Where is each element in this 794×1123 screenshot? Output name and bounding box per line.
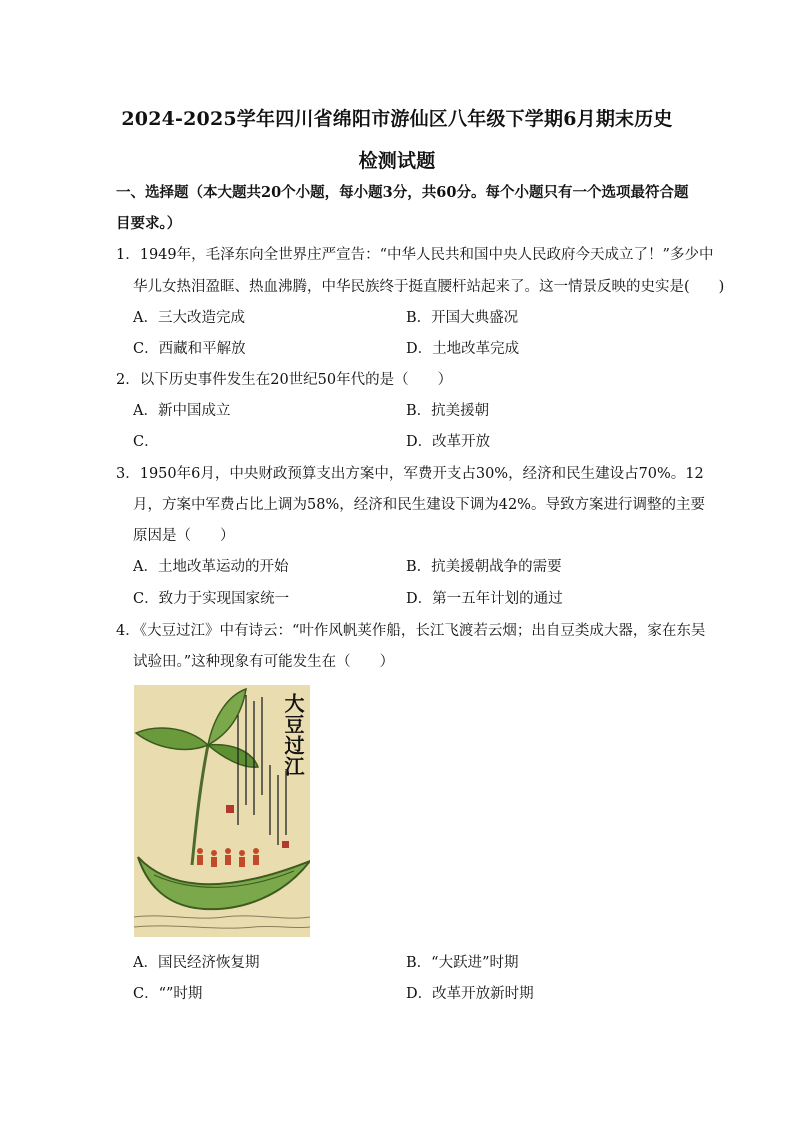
document-title-line2: 检测试题: [358, 150, 436, 172]
question-2-line1: 2．以下历史事件发生在20世纪50年代的是（ ）: [116, 372, 453, 388]
question-1-option-c[interactable]: C．西藏和平解放: [133, 341, 246, 357]
question-4-option-b[interactable]: B．“大跃进”时期: [406, 955, 519, 971]
question-3-option-b[interactable]: B．抗美援朝战争的需要: [406, 559, 562, 575]
question-4-option-d[interactable]: D．改革开放新时期: [406, 986, 534, 1002]
question-2-option-c[interactable]: C．: [133, 434, 159, 450]
question-1-option-a[interactable]: A．三大改造完成: [133, 310, 245, 326]
section-heading-line2: 目要求。）: [116, 215, 182, 232]
question-4-line2: 试验田。”这种现象有可能发生在（ ）: [133, 654, 395, 670]
question-3-option-d[interactable]: D．第一五年计划的通过: [406, 591, 563, 607]
question-1-option-b[interactable]: B．开国大典盛况: [406, 310, 519, 326]
question-3-line1: 3．1950年6月，中央财政预算支出方案中，军费开支占30%，经济和民生建设占70%。12: [116, 466, 704, 482]
question-2-option-a[interactable]: A．新中国成立: [133, 403, 231, 419]
question-4-line1: 4．《大豆过江》中有诗云：“叶作风帆荚作船，长江飞渡若云烟；出自豆类成大器，家在东吴: [116, 623, 706, 639]
question-1-line2: 华儿女热泪盈眶、热血沸腾，中华民族终于挺直腰杆站起来了。这一情景反映的史实是( ): [133, 279, 725, 295]
question-3-line3: 原因是（ ）: [133, 528, 235, 544]
document-title-line1: 2024-2025学年四川省绵阳市游仙区八年级下学期6月期末历史: [121, 108, 673, 130]
question-4-option-c[interactable]: C．“”时期: [133, 986, 203, 1002]
question-1-option-d[interactable]: D．土地改革完成: [406, 341, 520, 357]
question-2-option-d[interactable]: D．改革开放: [406, 434, 491, 450]
painting-title: 大豆过江: [281, 693, 305, 777]
question-3-line2: 月，方案中军费占比上调为58%，经济和民生建设下调为42%。导致方案进行调整的主要: [133, 497, 705, 513]
question-3-option-c[interactable]: C．致力于实现国家统一: [133, 591, 290, 607]
question-1-line1: 1．1949年，毛泽东向全世界庄严宣告：“中华人民共和国中央人民政府今天成立了！”多少中: [116, 247, 714, 263]
question-2-option-b[interactable]: B．抗美援朝: [406, 403, 490, 419]
section-heading-line1: 一、选择题（本大题共20个小题，每小题3分，共60分。每个小题只有一个选项最符合题: [116, 184, 689, 201]
soybean-painting: [134, 685, 310, 937]
question-4-option-a[interactable]: A．国民经济恢复期: [133, 955, 260, 971]
question-3-option-a[interactable]: A．土地改革运动的开始: [133, 559, 289, 575]
